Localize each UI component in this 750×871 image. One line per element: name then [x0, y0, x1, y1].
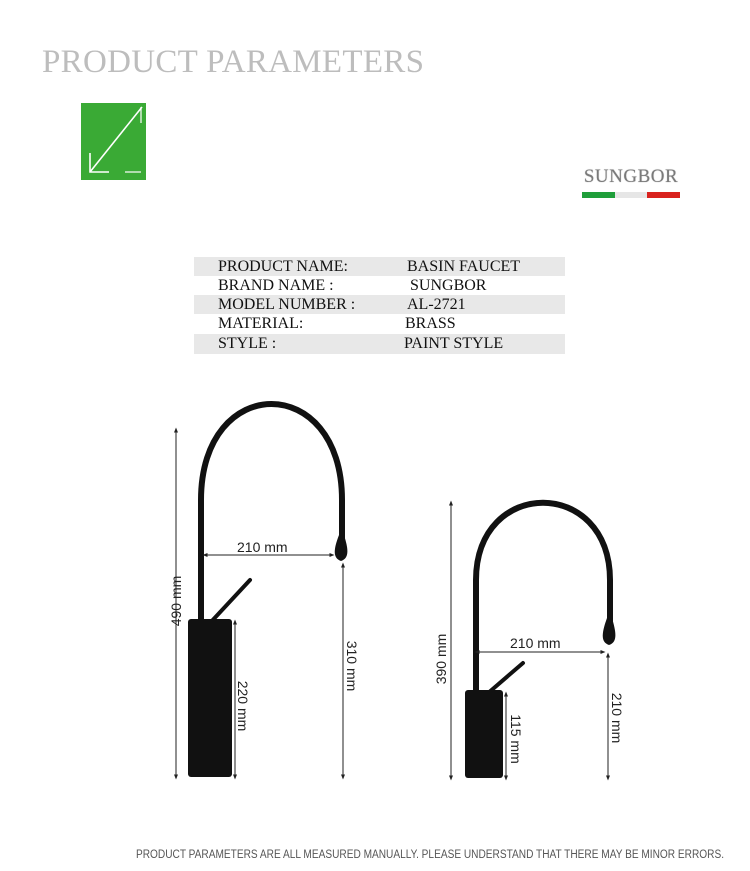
spec-label: STYLE : [218, 335, 277, 352]
spec-value: BRASS [405, 315, 456, 332]
tall-faucet [188, 404, 347, 777]
spec-label: MATERIAL: [218, 315, 304, 332]
spec-label: BRAND NAME : [218, 277, 334, 294]
tall-height-label: 490 mm [168, 575, 184, 627]
spec-label: PRODUCT NAME: [218, 258, 348, 275]
tall-reach-label: 210 mm [237, 539, 288, 555]
short-spout-height-label: 210 mm [609, 692, 625, 744]
page-title: PRODUCT PARAMETERS [42, 44, 425, 80]
spec-value: BASIN FAUCET [407, 258, 521, 275]
short-body-height-label: 115 mm [508, 714, 524, 764]
footer-disclaimer: PRODUCT PARAMETERS ARE ALL MEASURED MANUALLY. PLEASE UNDERSTAND THAT THERE MAY BE MINOR ERRORS. [136, 849, 725, 861]
spec-value: SUNGBOR [410, 277, 487, 294]
short-reach-label: 210 mm [510, 635, 561, 651]
spec-label: MODEL NUMBER : [218, 296, 356, 313]
spec-value: PAINT STYLE [404, 335, 504, 352]
tall-body-height-label: 220 mm [235, 680, 251, 732]
brand-name: SUNGBOR [583, 166, 679, 187]
spec-value: AL-2721 [407, 296, 466, 313]
short-height-label: 390 mm [433, 633, 449, 685]
tall-spout-height-label: 310 mm [344, 640, 360, 692]
